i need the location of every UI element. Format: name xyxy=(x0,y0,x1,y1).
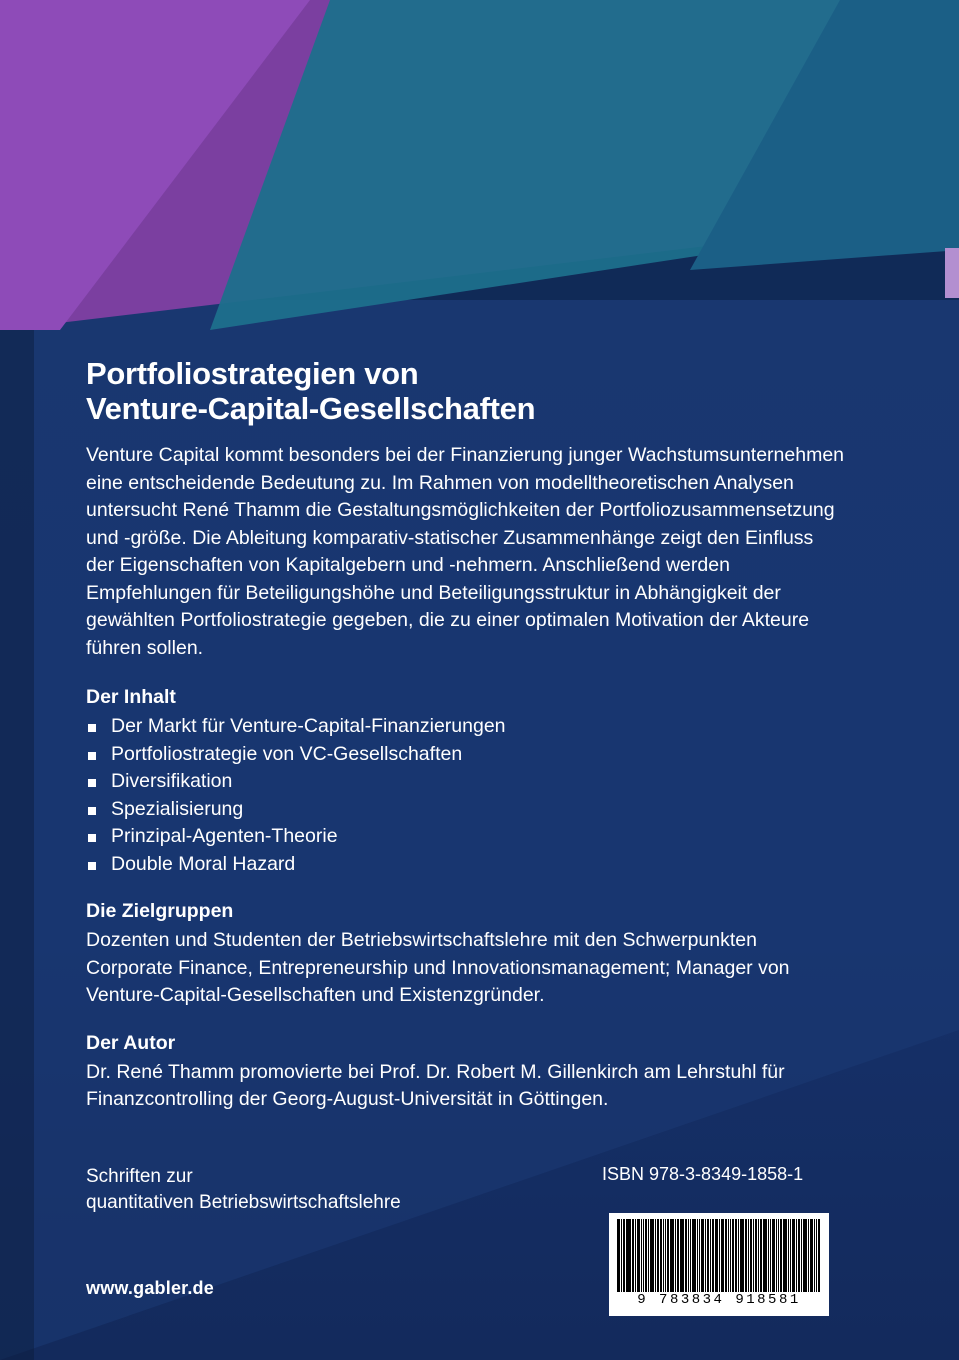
bullet-square-icon xyxy=(88,779,96,787)
list-item xyxy=(86,796,846,824)
series-line-2: quantitativen Betriebswirtschaftslehre xyxy=(86,1192,401,1213)
list-item-label: Prinzipal-Agenten-Theorie xyxy=(111,825,338,847)
isbn-text: ISBN 978-3-8349-1858-1 xyxy=(602,1164,804,1184)
list-item-label: Diversifikation xyxy=(111,770,233,792)
book-blurb: Venture Capital kommt besonders bei der Finanzierung junger Wachstumsunternehmen eine entscheidende Bedeutung zu. Im Rahmen von modelltheoretischen Analysen untersucht René Thamm die Gestaltungsmöglichkeiten der Portfoliozusammensetzung und -größe. Die Ableitung komparativ-statischer Zusammenhänge zeigt den Einfluss der Eigenschaften von Kapitalgebern und -nehmern. Anschließend werden Empfehlungen für Beteiligungshöhe und Beteiligungsstruktur in Abhängigkeit der gewählten Portfoliostrategie gegeben, die zu einer optimalen Motivation der Akteure führen sollen. xyxy=(86,444,845,659)
pink-tab-marker xyxy=(945,248,959,298)
list-item xyxy=(86,823,846,851)
list-item-label: Portfoliostrategie von VC-Gesellschaften xyxy=(111,742,463,765)
list-item xyxy=(86,741,846,769)
cover-footer xyxy=(86,1164,886,1308)
list-item-label: Double Moral Hazard xyxy=(111,852,296,875)
list-item xyxy=(86,851,846,879)
series-line-1: Schriften zur xyxy=(86,1166,193,1187)
author-text: Dr. René Thamm promovierte bei Prof. Dr. Robert M. Gillenkirch am Lehrstuhl für Finanzcontrolling der Georg-August-Universität in Göttingen. xyxy=(86,1060,785,1110)
bullet-square-icon xyxy=(88,807,96,815)
section-heading-audience: Die Zielgruppen xyxy=(86,900,234,922)
bullet-square-icon xyxy=(88,724,96,732)
section-heading-author: Der Autor xyxy=(86,1031,176,1054)
contents-list xyxy=(86,713,846,878)
barcode-bars xyxy=(617,1219,821,1292)
isbn-barcode xyxy=(609,1213,829,1316)
section-heading-contents: Der Inhalt xyxy=(86,686,176,708)
title-line-2: Venture-Capital-Gesellschaften xyxy=(86,391,536,426)
title-line-1: Portfoliostrategien von xyxy=(86,356,419,391)
bullet-square-icon xyxy=(88,862,96,870)
bullet-square-icon xyxy=(88,752,96,760)
left-spine-shadow xyxy=(0,300,34,1360)
publisher-url[interactable]: www.gabler.de xyxy=(86,1278,214,1298)
list-item-label: Spezialisierung xyxy=(111,797,244,820)
audience-text: Dozenten und Studenten der Betriebswirtschaftslehre mit den Schwerpunkten Corporate Finance, Entrepreneurship und Innovationsmanagement; Manager von Venture-Capital-Gesellschaften und Existenzgründer. xyxy=(86,929,790,1006)
barcode-number: 9 783834 918581 xyxy=(637,1292,801,1308)
cover-content xyxy=(86,356,846,1114)
list-item-label: Der Markt für Venture-Capital-Finanzierungen xyxy=(111,715,506,737)
bullet-square-icon xyxy=(88,834,96,842)
list-item xyxy=(86,768,846,796)
page-title xyxy=(86,356,846,426)
list-item xyxy=(86,713,846,741)
